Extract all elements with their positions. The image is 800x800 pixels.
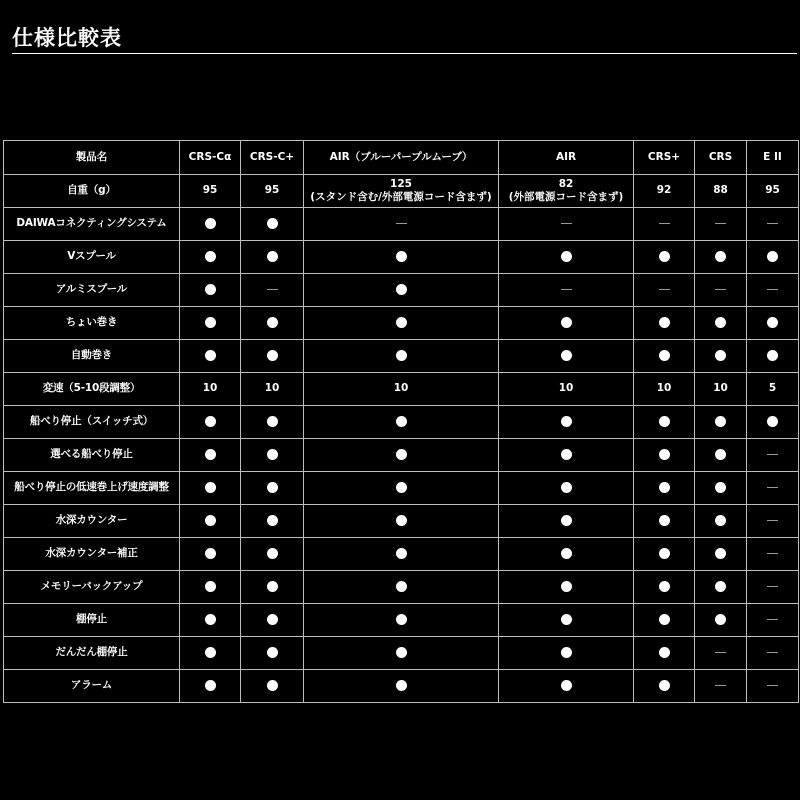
- filled-circle-icon: [561, 449, 572, 460]
- table-cell: [180, 505, 241, 538]
- table-cell: [304, 637, 499, 670]
- table-body: [4, 175, 799, 703]
- table-row: [4, 670, 799, 703]
- table-cell: [241, 406, 304, 439]
- table-cell: [695, 340, 747, 373]
- table-cell: [241, 505, 304, 538]
- table-cell: [747, 274, 799, 307]
- table-cell: [180, 571, 241, 604]
- filled-circle-icon: [659, 251, 670, 262]
- table-cell: [634, 208, 695, 241]
- filled-circle-icon: [715, 548, 726, 559]
- filled-circle-icon: [561, 482, 572, 493]
- table-row: [4, 208, 799, 241]
- table-cell: [180, 340, 241, 373]
- table-cell: [304, 406, 499, 439]
- table-cell-value: 92: [634, 175, 695, 208]
- filled-circle-icon: [561, 251, 572, 262]
- table-cell: [180, 670, 241, 703]
- table-cell: [241, 241, 304, 274]
- table-row: [4, 472, 799, 505]
- table-cell: [180, 241, 241, 274]
- table-cell: [499, 274, 634, 307]
- row-label: 船べり停止（スイッチ式）: [4, 406, 180, 439]
- table-cell: [747, 538, 799, 571]
- table-cell: [241, 274, 304, 307]
- table-row: [4, 439, 799, 472]
- filled-circle-icon: [659, 614, 670, 625]
- table-cell-value: 5: [747, 373, 799, 406]
- filled-circle-icon: [767, 317, 778, 328]
- filled-circle-icon: [561, 581, 572, 592]
- table-cell: [180, 406, 241, 439]
- table-row: [4, 406, 799, 439]
- filled-circle-icon: [715, 416, 726, 427]
- dash-icon: [396, 223, 407, 224]
- filled-circle-icon: [205, 350, 216, 361]
- filled-circle-icon: [205, 251, 216, 262]
- table-cell: [304, 604, 499, 637]
- filled-circle-icon: [267, 449, 278, 460]
- table-cell-value: 95: [747, 175, 799, 208]
- filled-circle-icon: [767, 251, 778, 262]
- filled-circle-icon: [205, 317, 216, 328]
- table-cell: [499, 538, 634, 571]
- table-cell: [634, 340, 695, 373]
- table-cell: [241, 439, 304, 472]
- row-label: Vスプール: [4, 241, 180, 274]
- table-cell: [241, 637, 304, 670]
- table-cell: [695, 274, 747, 307]
- filled-circle-icon: [205, 515, 216, 526]
- table-cell: [180, 538, 241, 571]
- dash-icon: [715, 289, 726, 290]
- table-cell: [695, 538, 747, 571]
- row-label: アラーム: [4, 670, 180, 703]
- table-cell: [747, 439, 799, 472]
- table-cell: [304, 340, 499, 373]
- table-cell: [304, 505, 499, 538]
- table-cell: [747, 340, 799, 373]
- filled-circle-icon: [396, 614, 407, 625]
- row-label: 変速（5-10段調整）: [4, 373, 180, 406]
- table-cell: [695, 439, 747, 472]
- filled-circle-icon: [659, 515, 670, 526]
- filled-circle-icon: [267, 647, 278, 658]
- title-divider: [12, 53, 797, 54]
- table-cell: [180, 472, 241, 505]
- table-cell: [180, 208, 241, 241]
- filled-circle-icon: [561, 416, 572, 427]
- filled-circle-icon: [396, 647, 407, 658]
- table-cell: [180, 604, 241, 637]
- filled-circle-icon: [715, 482, 726, 493]
- table-cell: [304, 307, 499, 340]
- dash-icon: [659, 289, 670, 290]
- dash-icon: [767, 652, 778, 653]
- header-cell: AIR: [499, 141, 634, 175]
- filled-circle-icon: [396, 284, 407, 295]
- table-cell: [634, 538, 695, 571]
- table-cell: [695, 604, 747, 637]
- row-label: だんだん棚停止: [4, 637, 180, 670]
- dash-icon: [767, 553, 778, 554]
- table-cell: [634, 274, 695, 307]
- filled-circle-icon: [561, 317, 572, 328]
- row-label: 水深カウンター: [4, 505, 180, 538]
- table-cell: [180, 439, 241, 472]
- table-cell: [304, 472, 499, 505]
- table-cell: [634, 604, 695, 637]
- row-label: DAIWAコネクティングシステム: [4, 208, 180, 241]
- table-cell: [747, 604, 799, 637]
- table-cell: [634, 571, 695, 604]
- table-cell-value: 95: [180, 175, 241, 208]
- filled-circle-icon: [205, 416, 216, 427]
- table-cell: [499, 505, 634, 538]
- table-cell: [634, 406, 695, 439]
- filled-circle-icon: [659, 647, 670, 658]
- filled-circle-icon: [715, 449, 726, 460]
- dash-icon: [561, 223, 572, 224]
- table-cell: [695, 505, 747, 538]
- row-label: 棚停止: [4, 604, 180, 637]
- table-cell: [304, 571, 499, 604]
- dash-icon: [715, 685, 726, 686]
- table-cell: [695, 208, 747, 241]
- table-cell-value: 10: [634, 373, 695, 406]
- filled-circle-icon: [767, 416, 778, 427]
- table-row: [4, 604, 799, 637]
- filled-circle-icon: [659, 482, 670, 493]
- table-row: [4, 505, 799, 538]
- filled-circle-icon: [396, 350, 407, 361]
- table-cell: [304, 208, 499, 241]
- table-cell: [180, 274, 241, 307]
- header-cell: CRS+: [634, 141, 695, 175]
- table-cell: [241, 208, 304, 241]
- filled-circle-icon: [715, 251, 726, 262]
- page-title: 仕様比較表: [12, 26, 122, 50]
- filled-circle-icon: [267, 515, 278, 526]
- filled-circle-icon: [659, 680, 670, 691]
- filled-circle-icon: [396, 581, 407, 592]
- table-cell: [747, 241, 799, 274]
- filled-circle-icon: [205, 680, 216, 691]
- table-cell: [304, 439, 499, 472]
- filled-circle-icon: [561, 350, 572, 361]
- table-cell: [634, 670, 695, 703]
- table-row: [4, 637, 799, 670]
- filled-circle-icon: [659, 449, 670, 460]
- filled-circle-icon: [659, 581, 670, 592]
- dash-icon: [767, 487, 778, 488]
- header-cell: 製品名: [4, 141, 180, 175]
- filled-circle-icon: [561, 515, 572, 526]
- dash-icon: [659, 223, 670, 224]
- table-cell: [695, 307, 747, 340]
- table-cell: [747, 505, 799, 538]
- table-cell: [499, 472, 634, 505]
- table-cell: [241, 571, 304, 604]
- table-cell: [499, 406, 634, 439]
- table-cell: [241, 340, 304, 373]
- table-cell-value: 10: [304, 373, 499, 406]
- table-cell-value: 88: [695, 175, 747, 208]
- table-cell: [695, 241, 747, 274]
- filled-circle-icon: [659, 416, 670, 427]
- row-label: メモリーバックアップ: [4, 571, 180, 604]
- table-cell: [241, 307, 304, 340]
- table-cell: [304, 670, 499, 703]
- dash-icon: [267, 289, 278, 290]
- header-cell: CRS: [695, 141, 747, 175]
- row-label: 船べり停止の低速巻上げ速度調整: [4, 472, 180, 505]
- filled-circle-icon: [561, 647, 572, 658]
- table-cell: [241, 472, 304, 505]
- table-cell-value: 10: [695, 373, 747, 406]
- table-cell: [499, 439, 634, 472]
- row-label: 自重（g）: [4, 175, 180, 208]
- dash-icon: [767, 289, 778, 290]
- table-cell: [747, 472, 799, 505]
- header-cell: E II: [747, 141, 799, 175]
- table-row: [4, 307, 799, 340]
- filled-circle-icon: [267, 350, 278, 361]
- table-cell: [499, 208, 634, 241]
- table-cell: [747, 307, 799, 340]
- header-cell: CRS-Cα: [180, 141, 241, 175]
- table-cell: [695, 406, 747, 439]
- filled-circle-icon: [267, 317, 278, 328]
- filled-circle-icon: [267, 614, 278, 625]
- table-row: [4, 373, 799, 406]
- table-cell-value: 10: [499, 373, 634, 406]
- table-cell: [499, 175, 634, 208]
- row-label: ちょい巻き: [4, 307, 180, 340]
- table-cell: [747, 670, 799, 703]
- filled-circle-icon: [561, 548, 572, 559]
- filled-circle-icon: [659, 317, 670, 328]
- table-cell: [499, 307, 634, 340]
- table-cell: [747, 637, 799, 670]
- table-cell: [499, 241, 634, 274]
- filled-circle-icon: [396, 251, 407, 262]
- table-cell: [634, 439, 695, 472]
- dash-icon: [767, 586, 778, 587]
- filled-circle-icon: [205, 581, 216, 592]
- table-cell: [695, 670, 747, 703]
- filled-circle-icon: [715, 581, 726, 592]
- filled-circle-icon: [396, 482, 407, 493]
- filled-circle-icon: [267, 482, 278, 493]
- table-cell: [499, 340, 634, 373]
- table-row: [4, 571, 799, 604]
- table-cell: [634, 307, 695, 340]
- filled-circle-icon: [396, 449, 407, 460]
- table-cell: [634, 505, 695, 538]
- filled-circle-icon: [715, 317, 726, 328]
- cell-value: 125: [390, 177, 412, 190]
- dash-icon: [767, 454, 778, 455]
- table-cell: [695, 472, 747, 505]
- table-cell-value: 10: [241, 373, 304, 406]
- table-cell: [747, 571, 799, 604]
- table-header-row: [4, 141, 799, 175]
- filled-circle-icon: [205, 614, 216, 625]
- dash-icon: [715, 223, 726, 224]
- filled-circle-icon: [659, 350, 670, 361]
- row-label: 水深カウンター補正: [4, 538, 180, 571]
- table-cell: [180, 307, 241, 340]
- filled-circle-icon: [267, 416, 278, 427]
- filled-circle-icon: [396, 680, 407, 691]
- table-row: [4, 340, 799, 373]
- dash-icon: [767, 619, 778, 620]
- table-cell: [634, 472, 695, 505]
- filled-circle-icon: [205, 548, 216, 559]
- table-cell: [499, 604, 634, 637]
- table-cell: [180, 637, 241, 670]
- filled-circle-icon: [396, 515, 407, 526]
- dash-icon: [767, 223, 778, 224]
- filled-circle-icon: [715, 515, 726, 526]
- table-cell: [241, 604, 304, 637]
- table-cell: [241, 538, 304, 571]
- table-cell: [304, 274, 499, 307]
- cell-note: (外部電源コード含まず): [508, 191, 624, 203]
- table-cell: [747, 406, 799, 439]
- spec-comparison-table: [3, 140, 799, 703]
- row-label: 選べる船べり停止: [4, 439, 180, 472]
- table-cell: [634, 241, 695, 274]
- table-cell: [304, 241, 499, 274]
- header-cell: CRS-C+: [241, 141, 304, 175]
- table-cell: [695, 637, 747, 670]
- filled-circle-icon: [396, 317, 407, 328]
- cell-note: (スタンド含む/外部電源コード含まず): [310, 191, 492, 203]
- dash-icon: [767, 685, 778, 686]
- filled-circle-icon: [205, 449, 216, 460]
- table-cell: [304, 175, 499, 208]
- row-label: アルミスプール: [4, 274, 180, 307]
- row-label: 自動巻き: [4, 340, 180, 373]
- table-cell: [747, 208, 799, 241]
- table-cell: [304, 538, 499, 571]
- table-cell-value: 10: [180, 373, 241, 406]
- dash-icon: [767, 520, 778, 521]
- filled-circle-icon: [267, 218, 278, 229]
- table-row: [4, 538, 799, 571]
- table-row: [4, 274, 799, 307]
- filled-circle-icon: [561, 680, 572, 691]
- filled-circle-icon: [205, 284, 216, 295]
- filled-circle-icon: [561, 614, 572, 625]
- filled-circle-icon: [767, 350, 778, 361]
- table-row: [4, 241, 799, 274]
- dash-icon: [561, 289, 572, 290]
- filled-circle-icon: [205, 218, 216, 229]
- filled-circle-icon: [267, 251, 278, 262]
- table-cell: [634, 637, 695, 670]
- filled-circle-icon: [267, 581, 278, 592]
- table-cell: [499, 637, 634, 670]
- table-cell-value: 95: [241, 175, 304, 208]
- table-cell: [499, 571, 634, 604]
- table-cell: [241, 670, 304, 703]
- filled-circle-icon: [267, 548, 278, 559]
- filled-circle-icon: [396, 416, 407, 427]
- filled-circle-icon: [205, 482, 216, 493]
- dash-icon: [715, 652, 726, 653]
- filled-circle-icon: [396, 548, 407, 559]
- filled-circle-icon: [715, 614, 726, 625]
- table-row: [4, 175, 799, 208]
- filled-circle-icon: [659, 548, 670, 559]
- filled-circle-icon: [715, 350, 726, 361]
- header-cell: AIR（ブルーパープルムーブ）: [304, 141, 499, 175]
- filled-circle-icon: [205, 647, 216, 658]
- cell-value: 82: [558, 177, 574, 190]
- table-cell: [499, 670, 634, 703]
- filled-circle-icon: [267, 680, 278, 691]
- table-cell: [695, 571, 747, 604]
